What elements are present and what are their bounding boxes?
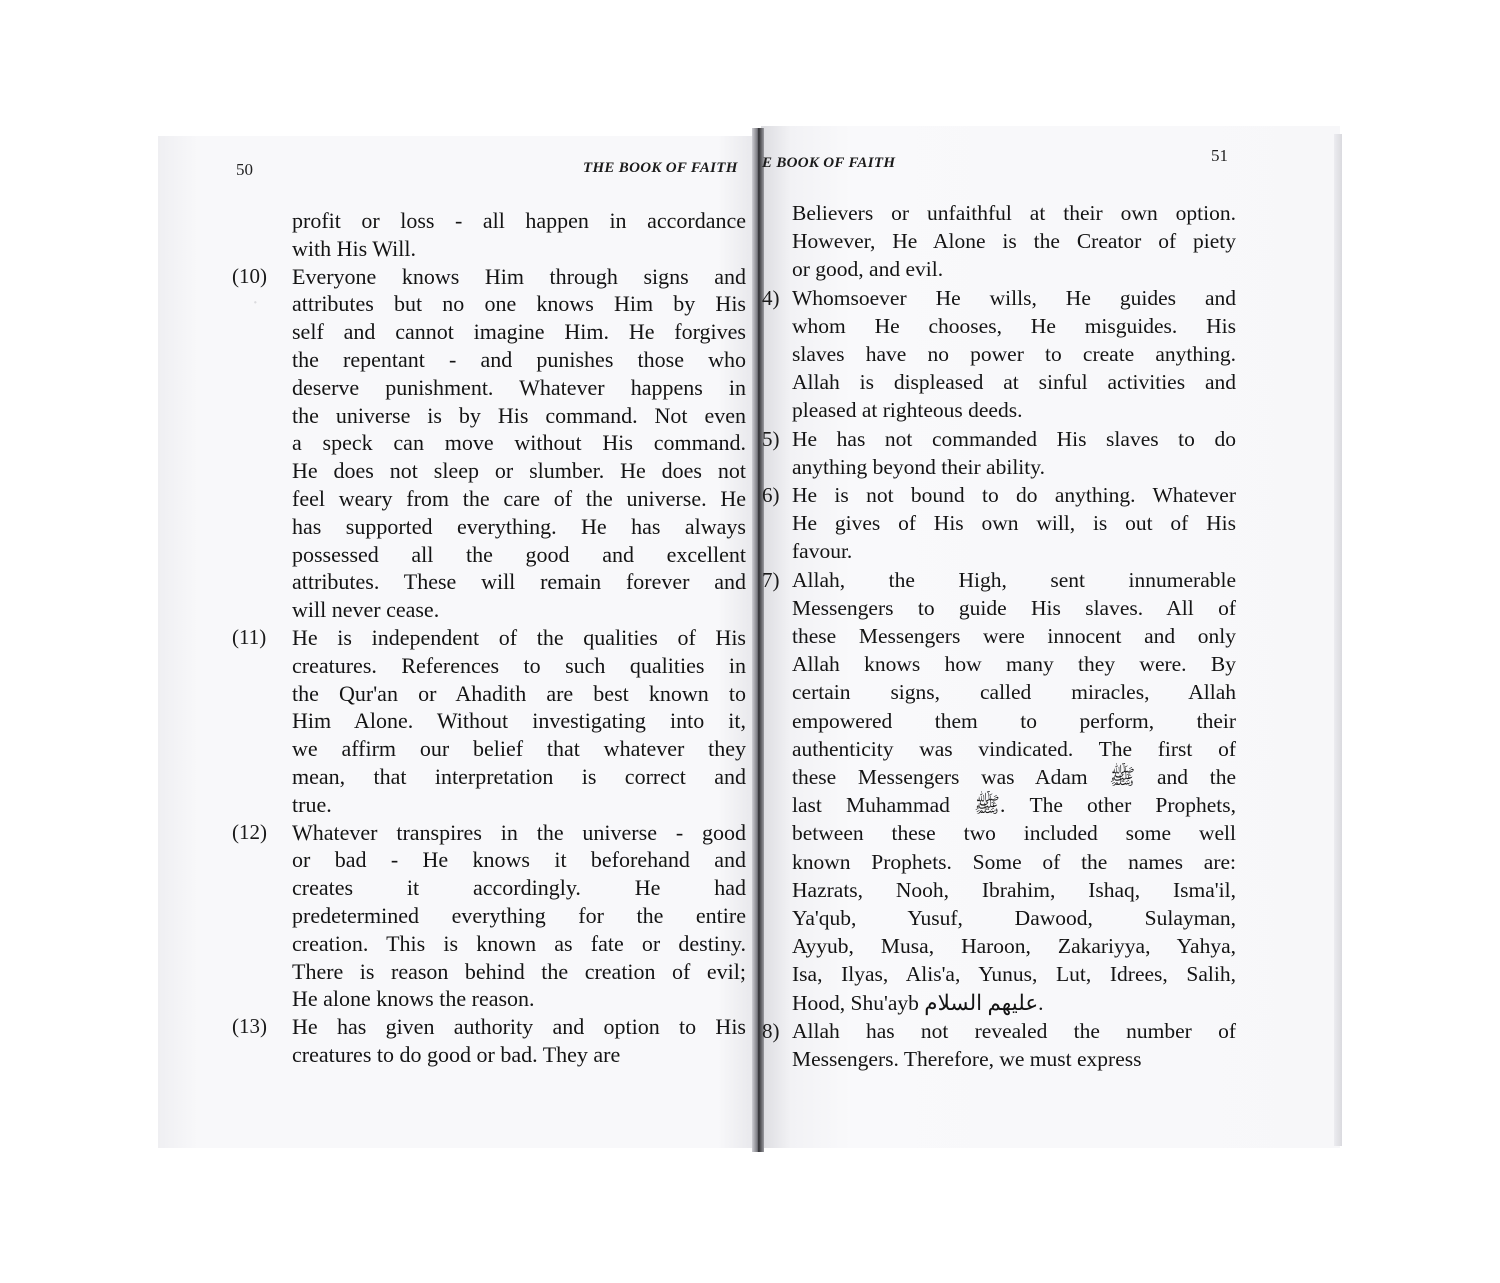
paragraph: [762, 481, 1236, 566]
text-line: Believers or unfaithful at their own option.: [792, 201, 1236, 225]
text-line: certain signs, called miracles, Allah: [792, 680, 1236, 705]
text-line: or bad - He knows it beforehand and: [292, 847, 746, 873]
text-line: empowered them to perform, their: [792, 708, 1236, 733]
page-edges: [1334, 134, 1342, 1146]
paragraph: [762, 425, 1236, 481]
text-line: favour.: [792, 539, 853, 564]
paragraph-number: (13): [232, 1014, 267, 1039]
text-line: Everyone knows Him through signs and: [292, 263, 746, 289]
paragraph: [232, 624, 746, 819]
show-through-text: ·: [252, 292, 259, 314]
right-page-body: [762, 199, 1236, 1073]
paragraph: [762, 566, 1236, 1017]
text-line: we affirm our belief that whatever they: [292, 736, 746, 762]
text-line: whom He chooses, He misguides. His: [792, 313, 1236, 338]
left-page-body: [232, 207, 746, 1069]
paragraph-number: 5): [762, 426, 780, 451]
text-line: Whomsoever He wills, He guides and: [792, 285, 1236, 310]
text-line: known Prophets. Some of the names are:: [792, 849, 1236, 874]
text-line: possessed all the good and excellent: [292, 541, 746, 567]
text-line: Hazrats, Nooh, Ibrahim, Ishaq, Isma'il,: [792, 877, 1236, 902]
text-line: He is not bound to do anything. Whatever: [792, 483, 1236, 508]
text-line: There is reason behind the creation of evil;: [292, 958, 746, 984]
text-line: Hood, Shu'ayb عليهم السلام.: [792, 990, 1044, 1015]
text-line: Allah knows how many they were. By: [792, 652, 1236, 677]
text-line: attributes. These will remain forever and: [292, 569, 746, 595]
text-line: or good, and evil.: [792, 257, 944, 282]
text-line: will never cease.: [292, 597, 440, 623]
text-line: creation. This is known as fate or destiny.: [292, 930, 746, 956]
paragraph-number: (12): [232, 819, 267, 844]
paragraph-number: 7): [762, 567, 780, 592]
text-line: Allah is displeased at sinful activities and: [792, 370, 1236, 395]
left-page-number: 50: [236, 160, 253, 179]
paragraph: [792, 199, 1236, 284]
text-line: between these two included some well: [792, 821, 1236, 846]
text-line: self and cannot imagine Him. He forgives: [292, 319, 746, 345]
paragraph: [292, 207, 746, 263]
text-line: true.: [292, 791, 332, 817]
text-line: Allah, the High, sent innumerable: [792, 567, 1236, 592]
paragraph-number: 8): [762, 1018, 780, 1043]
text-line: authenticity was vindicated. The first of: [792, 736, 1236, 761]
book-gutter: [752, 128, 764, 1152]
text-line: creatures to do good or bad. They are: [292, 1041, 621, 1067]
text-line: However, He Alone is the Creator of piety: [792, 229, 1236, 254]
paragraph: [232, 819, 746, 1014]
right-running-head: E BOOK OF FAITH: [762, 155, 896, 171]
text-line: the repentant - and punishes those who: [292, 346, 746, 372]
text-line: creatures. References to such qualities in: [292, 652, 746, 678]
text-line: feel weary from the care of the universe. He: [292, 485, 746, 511]
text-line: Ya'qub, Yusuf, Dawood, Sulayman,: [792, 906, 1236, 931]
text-line: has supported everything. He has always: [292, 513, 746, 539]
text-line: He does not sleep or slumber. He does not: [292, 458, 746, 484]
text-line: predetermined everything for the entire: [292, 902, 746, 928]
text-line: Whatever transpires in the universe - good: [292, 819, 746, 845]
text-line: Messengers. Therefore, we must express: [792, 1047, 1142, 1072]
paragraph: [232, 263, 746, 624]
text-line: attributes but no one knows Him by His: [292, 291, 746, 317]
text-line: anything beyond their ability.: [792, 454, 1045, 479]
text-line: Messengers to guide His slaves. All of: [792, 595, 1236, 620]
text-line: a speck can move without His command.: [292, 430, 746, 456]
text-line: Ayyub, Musa, Haroon, Zakariyya, Yahya,: [792, 934, 1236, 959]
text-line: deserve punishment. Whatever happens in: [292, 374, 746, 400]
text-line: He is independent of the qualities of His: [292, 624, 746, 650]
text-line: these Messengers were innocent and only: [792, 624, 1236, 649]
paragraph-number: 6): [762, 483, 780, 508]
paragraph-number: (11): [232, 624, 267, 649]
paragraph: [232, 1013, 746, 1069]
text-line: He has not commanded His slaves to do: [792, 426, 1236, 451]
text-line: slaves have no power to create anything.: [792, 342, 1236, 367]
text-line: the universe is by His command. Not even: [292, 402, 746, 428]
text-line: with His Will.: [292, 235, 416, 261]
text-line: the Qur'an or Ahadith are best known to: [292, 680, 746, 706]
paragraph-number: (10): [232, 263, 267, 288]
paragraph-number: 4): [762, 285, 780, 310]
text-line: He alone knows the reason.: [292, 986, 535, 1012]
paragraph: [762, 284, 1236, 425]
paragraph: [762, 1017, 1236, 1073]
text-line: mean, that interpretation is correct and: [292, 763, 746, 789]
text-line: creates it accordingly. He had: [292, 875, 746, 901]
text-line: Allah has not revealed the number of: [792, 1018, 1236, 1043]
text-line: Him Alone. Without investigating into it,: [292, 708, 746, 734]
left-running-head: THE BOOK OF FAITH: [583, 160, 738, 176]
text-line: profit or loss - all happen in accordance: [292, 208, 746, 233]
right-page-number: 51: [1211, 146, 1228, 165]
text-line: these Messengers was Adam ﷺ and the: [792, 765, 1236, 790]
text-line: He gives of His own will, is out of His: [792, 511, 1236, 536]
text-line: last Muhammad ﷺ. The other Prophets,: [792, 793, 1236, 818]
text-line: pleased at righteous deeds.: [792, 398, 1023, 423]
text-line: Isa, Ilyas, Alis'a, Yunus, Lut, Idrees, Salih,: [792, 962, 1236, 987]
text-line: He has given authority and option to His: [292, 1014, 746, 1040]
